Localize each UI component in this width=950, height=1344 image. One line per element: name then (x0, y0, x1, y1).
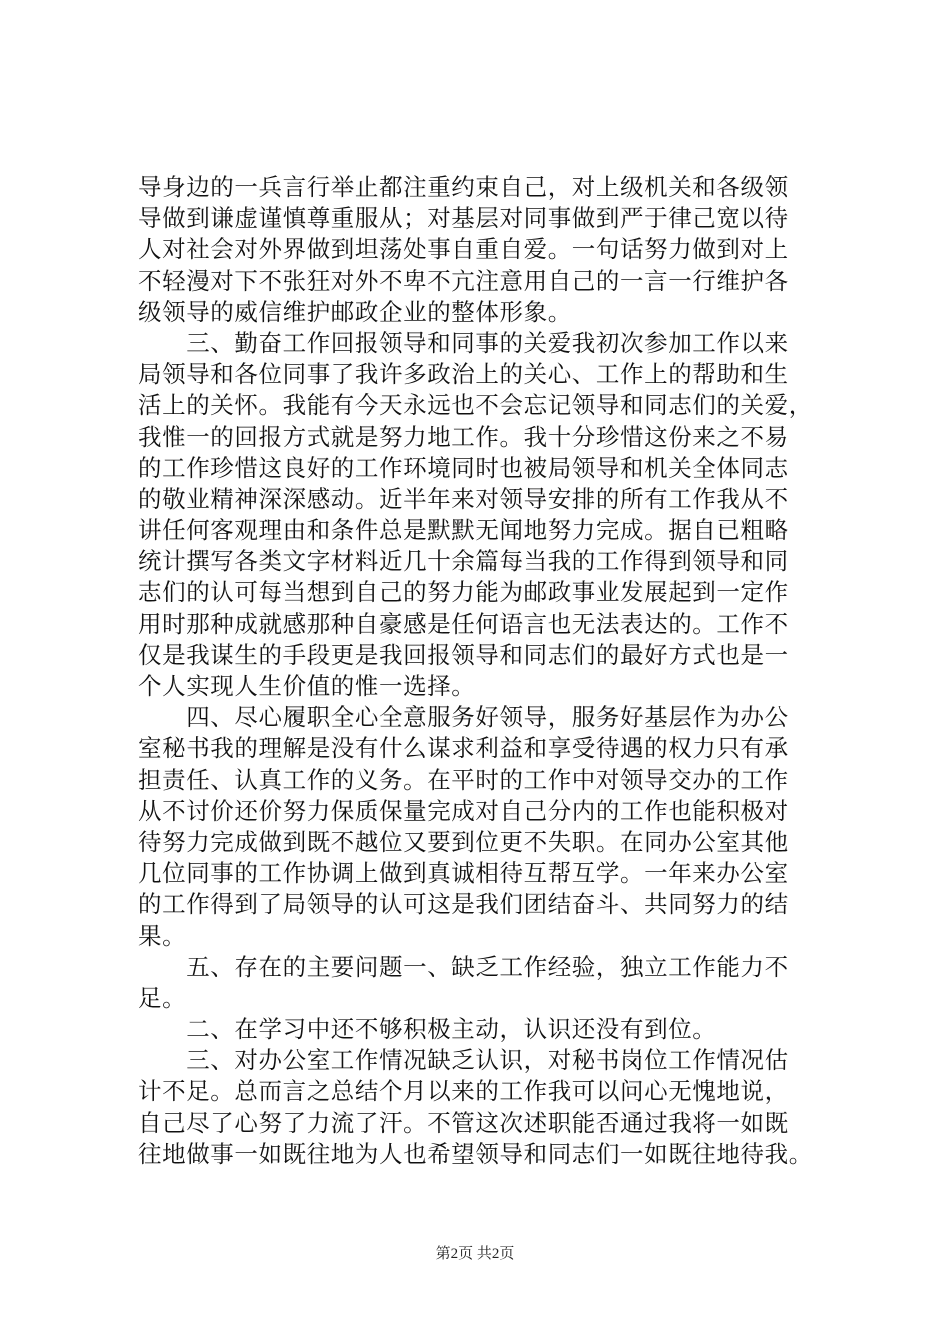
text-line: 个人实现人生价值的惟一选择。 (138, 672, 476, 700)
text-line: 用时那种成就感那种自豪感是任何语言也无法表达的。工作不 (138, 609, 789, 638)
text-line: 三、勤奋工作回报领导和同事的关爱我初次参加工作以来 (138, 328, 789, 357)
text-line: 人对社会对外界做到坦荡处事自重自爱。一句话努力做到对上 (138, 235, 789, 264)
text-line: 计不足。总而言之总结个月以来的工作我可以问心无愧地说， (138, 1077, 789, 1106)
text-line: 统计撰写各类文字材料近几十余篇每当我的工作得到领导和同 (138, 547, 789, 576)
text-line: 待努力完成做到既不越位又要到位更不失职。在同办公室其他 (138, 827, 789, 856)
text-line: 往地做事一如既往地为人也希望领导和同志们一如既往地待我。 (138, 1139, 813, 1168)
body-text (138, 172, 834, 1170)
text-line: 级领导的威信维护邮政企业的整体形象。 (138, 297, 572, 326)
text-line: 五、存在的主要问题一、缺乏工作经验，独立工作能力不 (138, 952, 789, 981)
text-line: 担责任、认真工作的义务。在平时的工作中对领导交办的工作 (138, 765, 789, 794)
text-line: 导做到谦虚谨慎尊重服从；对基层对同事做到严于律己宽以待 (138, 204, 789, 233)
text-line: 讲任何客观理由和条件总是默默无闻地努力完成。据自已粗略 (138, 516, 789, 545)
text-line: 二、在学习中还不够积极主动，认识还没有到位。 (138, 1015, 717, 1044)
text-line: 足。 (138, 983, 187, 1012)
text-line: 三、对办公室工作情况缺乏认识，对秘书岗位工作情况估 (138, 1046, 789, 1075)
text-line: 我惟一的回报方式就是努力地工作。我十分珍惜这份来之不易 (138, 422, 789, 451)
text-line: 几位同事的工作协调上做到真诚相待互帮互学。一年来办公室 (138, 859, 789, 888)
text-line: 从不讨价还价努力保质保量完成对自己分内的工作也能积极对 (138, 796, 789, 825)
text-line: 四、尽心履职全心全意服务好领导，服务好基层作为办公 (138, 703, 789, 732)
text-line: 室秘书我的理解是没有什么谋求利益和享受待遇的权力只有承 (138, 734, 789, 763)
text-line: 导身边的一兵言行举止都注重约束自己，对上级机关和各级领 (138, 173, 789, 201)
text-line: 的工作珍惜这良好的工作环境同时也被局领导和机关全体同志 (138, 453, 789, 482)
text-line: 活上的关怀。我能有今天永远也不会忘记领导和同志们的关爱， (138, 391, 813, 420)
page-number-label: 第2页 共2页 (435, 1246, 515, 1262)
text-line: 仅是我谋生的手段更是我回报领导和同志们的最好方式也是一 (138, 640, 789, 669)
text-line: 自己尽了心努了力流了汗。不管这次述职能否通过我将一如既 (138, 1108, 789, 1137)
text-line: 不轻漫对下不张狂对外不卑不亢注意用自己的一言一行维护各 (138, 266, 789, 295)
text-line: 果。 (138, 921, 187, 950)
text-line: 局领导和各位同事了我许多政治上的关心、工作上的帮助和生 (138, 360, 789, 389)
page-footer (0, 1244, 950, 1264)
text-line: 的敬业精神深深感动。近半年来对领导安排的所有工作我从不 (138, 484, 789, 513)
text-line: 志们的认可每当想到自己的努力能为邮政事业发展起到一定作 (138, 578, 789, 607)
text-line: 的工作得到了局领导的认可这是我们团结奋斗、共同努力的结 (138, 890, 789, 919)
